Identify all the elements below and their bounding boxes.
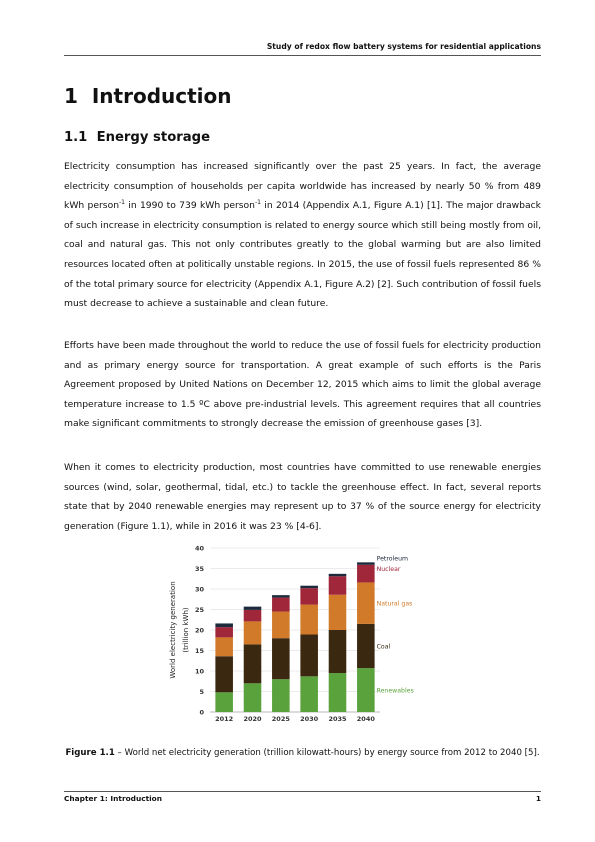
page-number: 1	[535, 794, 541, 803]
y-axis-label-unit: (trillion kWh)	[182, 607, 190, 653]
bar-natural-gas-2040	[357, 582, 375, 623]
legend-label-nuclear: Nuclear	[376, 565, 401, 573]
y-tick-label: 30	[194, 585, 204, 594]
bar-renewables-2020	[244, 683, 262, 712]
bar-renewables-2030	[300, 676, 318, 712]
p1-text-3: in 2014 (Appendix A.1, Figure A.1) [1]. The major drawback of such increase in electricity consumption is related to energy source which still being mostly from oil, coal and natural gas. This not only contributes greatly to the global warming but are also limited resources located often at politically unstable regions. In 2015, the use of fossil fuels represented 86 % of the total primary source for electricity (Appendix A.1, Figure A.2) [2]. Such contribution of fossil fuels must decrease to achieve a sustainable and clean future.	[64, 200, 542, 310]
p1-text-2: in 1990 to 739 kWh person	[125, 200, 256, 212]
legend-label-petroleum: Petroleum	[376, 555, 409, 563]
chapter-heading	[64, 84, 232, 108]
bar-renewables-2040	[357, 668, 375, 712]
bar-coal-2040	[357, 624, 375, 668]
figure-caption	[64, 744, 541, 762]
p1-text-1: Electricity consumption has increased significantly over the past 25 years. In fact, the average electricity consumption of households per capita worldwide has increased by nearly 50 % from 489 kWh person	[64, 161, 541, 212]
section-title: Energy storage	[96, 130, 211, 145]
x-tick-label: 2030	[300, 715, 319, 723]
chapter-title: Introduction	[91, 84, 232, 108]
y-tick-label: 25	[194, 606, 204, 614]
legend-label-coal: Coal	[376, 643, 391, 651]
x-tick-label: 2020	[243, 715, 262, 723]
paragraph-1	[64, 157, 541, 314]
bar-nuclear-2025	[272, 598, 290, 612]
bar-coal-2035	[329, 630, 347, 673]
footer-rule	[64, 791, 541, 792]
bar-coal-2012	[215, 656, 233, 692]
electricity-generation-chart	[160, 540, 460, 730]
bar-petroleum-2040	[357, 562, 375, 564]
header-rule	[64, 55, 541, 56]
p1-sup-2: -1	[255, 199, 261, 207]
caption-text: – World net electricity generation (trillion kilowatt-hours) by energy source from 2012 to 2040 [5].	[114, 748, 540, 758]
y-tick-label: 40	[194, 544, 204, 553]
y-tick-label: 5	[199, 688, 204, 696]
p1-sup-1: -1	[119, 199, 125, 207]
chart-svg	[160, 540, 460, 730]
bar-renewables-2012	[215, 692, 233, 712]
bar-petroleum-2035	[329, 574, 347, 576]
chapter-number: 1	[64, 84, 78, 108]
bar-nuclear-2040	[357, 565, 375, 583]
bar-nuclear-2035	[329, 576, 347, 594]
x-tick-label: 2025	[271, 715, 290, 723]
bar-coal-2030	[300, 635, 318, 677]
x-tick-label: 2040	[356, 715, 375, 723]
bar-natural-gas-2035	[329, 595, 347, 630]
x-tick-label: 2035	[328, 715, 347, 723]
section-number: 1.1	[64, 130, 88, 145]
bar-petroleum-2020	[244, 607, 262, 610]
bar-natural-gas-2025	[272, 612, 290, 639]
bar-natural-gas-2012	[215, 637, 233, 656]
bar-nuclear-2020	[244, 610, 262, 621]
caption-label: Figure 1.1	[65, 748, 115, 758]
paragraph-3: When it comes to electricity production, most countries have committed to use renewable energies sources (wind, solar, geothermal, tidal, etc.) to tackle the greenhouse effect. In fact, several reports state that by 2040 renewable energies may represent up to 37 % of the source energy for electricity generation (Figure 1.1), while in 2016 it was 23 % [4-6].	[64, 462, 541, 532]
bar-petroleum-2025	[272, 595, 290, 597]
y-tick-label: 0	[199, 708, 204, 717]
legend-label-natural-gas: Natural gas	[376, 600, 413, 608]
y-tick-label: 10	[194, 667, 204, 676]
legend-label-renewables: Renewables	[376, 687, 414, 695]
y-axis-label: World electricity generation	[169, 581, 177, 679]
y-tick-label: 35	[194, 565, 204, 573]
bar-renewables-2035	[329, 673, 347, 712]
running-header: Study of redox flow battery systems for residential applications	[266, 42, 541, 51]
paragraph-2: Efforts have been made throughout the world to reduce the use of fossil fuels for electricity production and as primary energy source for transportation. A great example of such efforts is the Paris Agreement proposed by United Nations on December 12, 2015 which aims to limit the global average temperature increase to 1.5 ºC above pre-industrial levels. This agreement requires that all countries make significant commitments to strongly decrease the emission of greenhouse gases [3].	[64, 340, 541, 430]
bar-coal-2020	[244, 644, 262, 683]
section-heading	[64, 130, 210, 145]
bar-natural-gas-2030	[300, 605, 318, 635]
y-tick-label: 20	[194, 626, 204, 635]
bar-petroleum-2030	[300, 586, 318, 588]
bar-nuclear-2030	[300, 588, 318, 604]
x-tick-label: 2012	[215, 715, 234, 723]
bar-renewables-2025	[272, 679, 290, 712]
footer-chapter: Chapter 1: Introduction	[64, 794, 163, 803]
bar-natural-gas-2020	[244, 621, 262, 644]
y-tick-label: 15	[194, 647, 204, 655]
bar-coal-2025	[272, 638, 290, 679]
bar-petroleum-2012	[215, 623, 233, 627]
bar-nuclear-2012	[215, 627, 233, 637]
